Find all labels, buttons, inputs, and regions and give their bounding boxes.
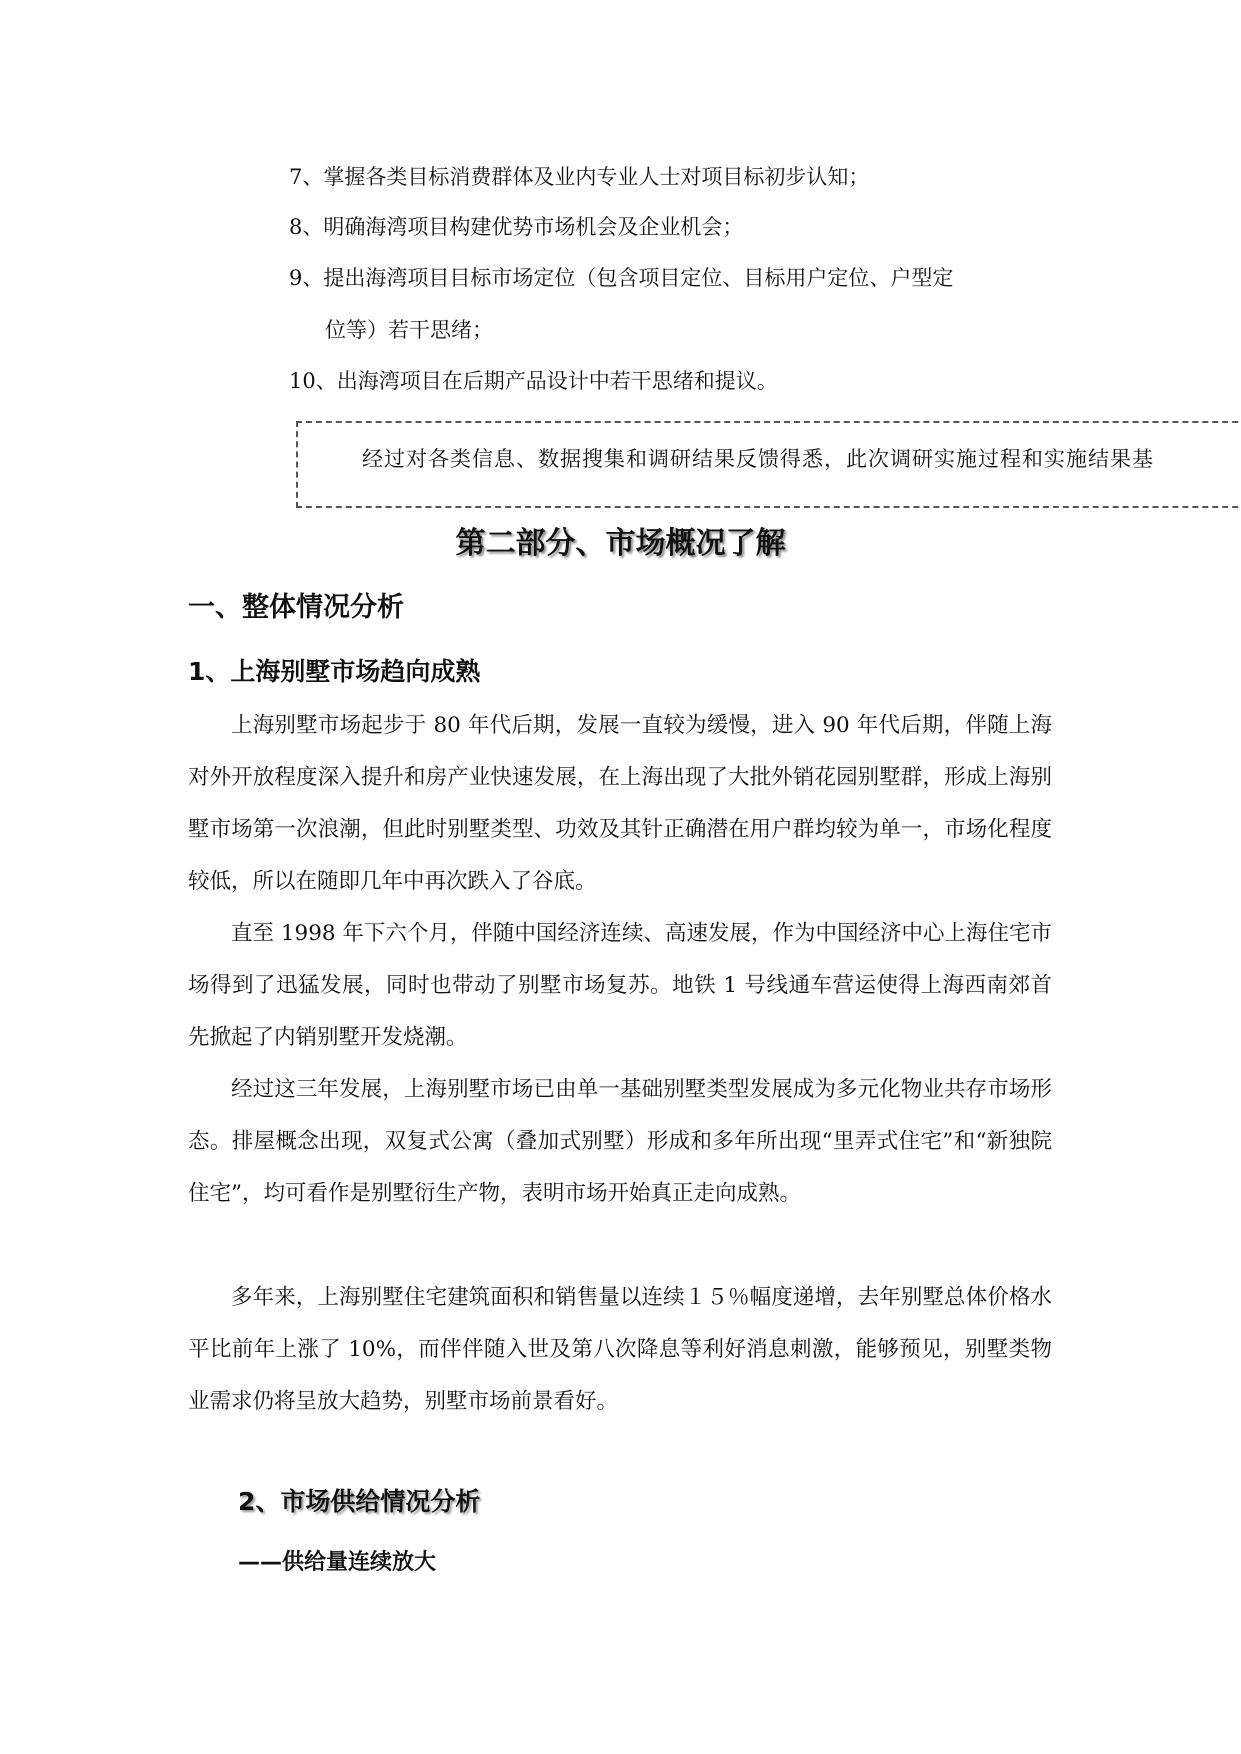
list-item-9: 9、提出海湾项目目标市场定位（包含项目定位、目标用户定位、户型定 xyxy=(289,266,954,290)
list-item-9-continued: 位等）若干思绪； xyxy=(325,318,493,342)
subsection-subtitle: ——供给量连续放大 xyxy=(238,1550,437,1575)
paragraph-3: 经过这三年发展，上海别墅市场已由单一基础别墅类型发展成为多元化物业共存市场形态。排屋概念出现，双复式公寓（叠加式别墅）形成和多年所出现“里弄式住宅”和“新独院住宅”，均可看作是别墅衍生产物，表明市场开始真正走向成熟。 xyxy=(188,1077,1052,1206)
part-title: 第二部分、市场概况了解 xyxy=(455,526,786,561)
list-item-7: 7、掌握各类目标消费群体及业内专业人士对项目标初步认知； xyxy=(289,165,870,189)
dashed-text-box xyxy=(296,421,1241,508)
paragraph-4: 多年来，上海别墅住宅建筑面积和销售量以连续１５％幅度递增，去年别墅总体价格水平比前年上涨了 10%，而伴伴随入世及第八次降息等利好消息刺激，能够预见，别墅类物业需求仍将呈放大趋势，别墅市场前景看好。 xyxy=(188,1285,1052,1414)
subsection-heading-1: 1、上海别墅市场趋向成熟 xyxy=(188,657,481,686)
list-item-10: 10、出海湾项目在后期产品设计中若干思绪和提议。 xyxy=(289,369,778,393)
paragraph-2: 直至 1998 年下六个月，伴随中国经济连续、高速发展，作为中国经济中心上海住宅市场得到了迅猛发展，同时也带动了别墅市场复苏。地铁 1 号线通车营运使得上海西南郊首先掀起了内销别墅开发烧潮。 xyxy=(188,921,1052,1050)
section-heading: 一、整体情况分析 xyxy=(188,592,404,623)
subsection-heading-2: 2、市场供给情况分析 xyxy=(238,1487,481,1516)
dashed-box-text: 经过对各类信息、数据搜集和调研结果反馈得悉，此次调研实施过程和实施结果基 xyxy=(362,447,1154,471)
list-item-8: 8、明确海湾项目构建优势市场机会及企业机会； xyxy=(289,215,744,239)
paragraph-1: 上海别墅市场起步于 80 年代后期，发展一直较为缓慢，进入 90 年代后期，伴随上海对外开放程度深入提升和房产业快速发展，在上海出现了大批外销花园别墅群，形成上海别墅市场第一次浪潮，但此时别墅类型、功效及其针正确潜在用户群均较为单一，市场化程度较低，所以在随即几年中再次跌入了谷底。 xyxy=(188,713,1052,894)
